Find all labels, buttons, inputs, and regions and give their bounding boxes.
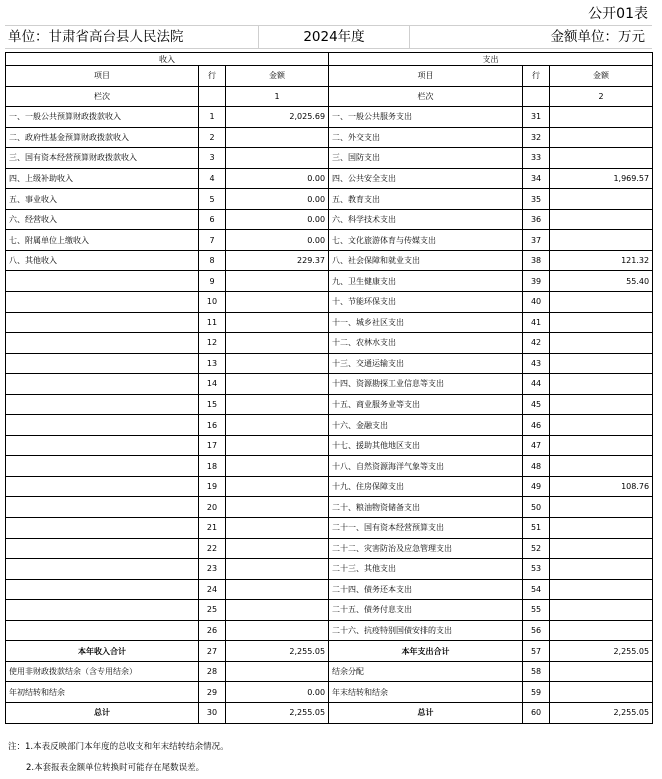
income-item	[6, 476, 199, 497]
expense-line: 33	[523, 148, 550, 169]
expense-item: 结余分配	[329, 661, 523, 682]
income-item	[6, 518, 199, 539]
expense-amount	[550, 209, 653, 230]
income-line: 19	[199, 476, 226, 497]
grand-total-row	[6, 702, 653, 723]
expense-line: 54	[523, 579, 550, 600]
footnotes	[8, 737, 229, 779]
income-amount	[226, 394, 329, 415]
income-item	[6, 456, 199, 477]
expense-line: 39	[523, 271, 550, 292]
expense-item: 二、外交支出	[329, 127, 523, 148]
income-line: 13	[199, 353, 226, 374]
income-line: 23	[199, 559, 226, 580]
expense-amount	[550, 189, 653, 210]
expense-amount	[550, 107, 653, 128]
footnote-2: 2.本套报表金额单位转换时可能存在尾数误差。	[26, 763, 205, 773]
col-index-label-expense: 栏次	[329, 86, 523, 107]
expense-line: 49	[523, 476, 550, 497]
expense-line: 45	[523, 394, 550, 415]
table-row	[6, 374, 653, 395]
expense-amount	[550, 661, 653, 682]
income-line: 14	[199, 374, 226, 395]
expense-line: 59	[523, 682, 550, 703]
amount-unit: 金额单位：万元	[550, 29, 645, 45]
expense-line: 40	[523, 292, 550, 313]
expense-line: 58	[523, 661, 550, 682]
grand-total-line: 30	[199, 702, 226, 723]
income-line: 15	[199, 394, 226, 415]
income-item	[6, 292, 199, 313]
table-row	[6, 353, 653, 374]
income-item: 使用非财政拨款结余（含专用结余）	[6, 661, 199, 682]
table-row	[6, 292, 653, 313]
expense-line: 32	[523, 127, 550, 148]
expense-line: 43	[523, 353, 550, 374]
income-amount: 0.00	[226, 168, 329, 189]
income-line: 9	[199, 271, 226, 292]
column-index-row	[6, 86, 653, 107]
column-header-row	[6, 66, 653, 87]
expense-amount	[550, 620, 653, 641]
income-amount	[226, 538, 329, 559]
expense-item: 十三、交通运输支出	[329, 353, 523, 374]
table-row	[6, 250, 653, 271]
expense-amount	[550, 682, 653, 703]
table-row	[6, 476, 653, 497]
expense-line: 50	[523, 497, 550, 518]
expense-item: 五、教育支出	[329, 189, 523, 210]
expense-item: 二十三、其他支出	[329, 559, 523, 580]
income-total-label: 本年收入合计	[6, 641, 199, 662]
table-row	[6, 661, 653, 682]
income-amount	[226, 620, 329, 641]
expense-amount	[550, 148, 653, 169]
income-amount	[226, 476, 329, 497]
report-year: 2024年度	[258, 26, 410, 48]
table-row	[6, 456, 653, 477]
table-row	[6, 333, 653, 354]
income-amount: 0.00	[226, 189, 329, 210]
income-item: 八、其他收入	[6, 250, 199, 271]
income-amount	[226, 497, 329, 518]
expense-amount	[550, 559, 653, 580]
expense-total-label: 本年支出合计	[329, 641, 523, 662]
income-line: 22	[199, 538, 226, 559]
income-amount	[226, 271, 329, 292]
table-row	[6, 127, 653, 148]
income-item	[6, 271, 199, 292]
income-item	[6, 353, 199, 374]
income-amount: 0.00	[226, 230, 329, 251]
expense-item: 十七、援助其他地区支出	[329, 435, 523, 456]
expense-amount	[550, 230, 653, 251]
income-item: 四、上级补助收入	[6, 168, 199, 189]
income-amount	[226, 435, 329, 456]
income-item	[6, 333, 199, 354]
expense-item: 十六、金融支出	[329, 415, 523, 436]
expense-amount	[550, 456, 653, 477]
table-row	[6, 230, 653, 251]
income-line: 26	[199, 620, 226, 641]
expense-item: 十二、农林水支出	[329, 333, 523, 354]
income-expense-table	[5, 52, 653, 724]
expense-line: 51	[523, 518, 550, 539]
income-item	[6, 374, 199, 395]
income-amount	[226, 456, 329, 477]
expense-amount	[550, 292, 653, 313]
table-row	[6, 559, 653, 580]
table-row	[6, 189, 653, 210]
col-line-header-expense: 行	[523, 66, 550, 87]
expense-item: 十一、城乡社区支出	[329, 312, 523, 333]
income-amount: 2,025.69	[226, 107, 329, 128]
expense-line: 38	[523, 250, 550, 271]
income-section-label: 收入	[6, 53, 329, 66]
income-item: 三、国有资本经营预算财政拨款收入	[6, 148, 199, 169]
income-amount	[226, 148, 329, 169]
section-header-row	[6, 53, 653, 66]
income-line: 5	[199, 189, 226, 210]
income-total-amount: 2,255.05	[226, 641, 329, 662]
expense-amount: 108.76	[550, 476, 653, 497]
col-amount-header: 金额	[226, 66, 329, 87]
col-item-header: 项目	[6, 66, 199, 87]
expense-item: 二十二、灾害防治及应急管理支出	[329, 538, 523, 559]
income-total-line: 27	[199, 641, 226, 662]
income-line: 6	[199, 209, 226, 230]
expense-line: 47	[523, 435, 550, 456]
expense-line: 56	[523, 620, 550, 641]
expense-item: 七、文化旅游体育与传媒支出	[329, 230, 523, 251]
income-line: 21	[199, 518, 226, 539]
report-header	[5, 25, 652, 49]
col-index-label: 栏次	[6, 86, 199, 107]
expense-line: 53	[523, 559, 550, 580]
income-item	[6, 620, 199, 641]
income-amount	[226, 559, 329, 580]
col-amount-header-expense: 金额	[550, 66, 653, 87]
expense-amount	[550, 394, 653, 415]
col-item-header-expense: 项目	[329, 66, 523, 87]
empty-cell	[523, 86, 550, 107]
income-item: 七、附属单位上缴收入	[6, 230, 199, 251]
expense-item: 九、卫生健康支出	[329, 271, 523, 292]
income-item: 年初结转和结余	[6, 682, 199, 703]
income-amount	[226, 374, 329, 395]
expense-amount	[550, 333, 653, 354]
expense-line: 44	[523, 374, 550, 395]
income-item: 六、经营收入	[6, 209, 199, 230]
income-item	[6, 394, 199, 415]
income-line: 10	[199, 292, 226, 313]
expense-item: 二十五、债务付息支出	[329, 600, 523, 621]
expense-amount	[550, 497, 653, 518]
table-row	[6, 538, 653, 559]
table-row	[6, 682, 653, 703]
income-line: 7	[199, 230, 226, 251]
income-amount: 229.37	[226, 250, 329, 271]
income-item	[6, 435, 199, 456]
expense-amount	[550, 127, 653, 148]
col-line-header: 行	[199, 66, 226, 87]
income-line: 3	[199, 148, 226, 169]
income-amount: 0.00	[226, 209, 329, 230]
grand-total-label: 总计	[6, 702, 199, 723]
expense-amount	[550, 600, 653, 621]
table-row	[6, 620, 653, 641]
totals-row	[6, 641, 653, 662]
income-amount	[226, 312, 329, 333]
grand-total-amount: 2,255.05	[226, 702, 329, 723]
expense-item: 三、国防支出	[329, 148, 523, 169]
expense-item: 年末结转和结余	[329, 682, 523, 703]
income-amount	[226, 600, 329, 621]
expense-item: 十五、商业服务业等支出	[329, 394, 523, 415]
expense-total-line: 57	[523, 641, 550, 662]
expense-line: 46	[523, 415, 550, 436]
expense-amount	[550, 538, 653, 559]
expense-line: 35	[523, 189, 550, 210]
income-amount	[226, 333, 329, 354]
income-item	[6, 415, 199, 436]
income-item	[6, 497, 199, 518]
table-row	[6, 271, 653, 292]
income-line: 24	[199, 579, 226, 600]
expense-line: 36	[523, 209, 550, 230]
income-amount	[226, 415, 329, 436]
income-item	[6, 559, 199, 580]
table-row	[6, 148, 653, 169]
expense-item: 六、科学技术支出	[329, 209, 523, 230]
income-line: 28	[199, 661, 226, 682]
income-item	[6, 600, 199, 621]
income-line: 18	[199, 456, 226, 477]
table-row	[6, 209, 653, 230]
income-line: 29	[199, 682, 226, 703]
table-row	[6, 415, 653, 436]
form-code: 公开01表	[588, 6, 648, 22]
expense-item: 十九、住房保障支出	[329, 476, 523, 497]
expense-amount	[550, 415, 653, 436]
income-line: 16	[199, 415, 226, 436]
expense-item: 四、公共安全支出	[329, 168, 523, 189]
income-amount	[226, 127, 329, 148]
income-amount	[226, 353, 329, 374]
expense-amount: 1,969.57	[550, 168, 653, 189]
income-line: 25	[199, 600, 226, 621]
unit-name: 单位：甘肃省高台县人民法院	[8, 29, 184, 45]
expense-item: 十八、自然资源海洋气象等支出	[329, 456, 523, 477]
income-item	[6, 538, 199, 559]
table-row	[6, 168, 653, 189]
income-line: 4	[199, 168, 226, 189]
expense-amount	[550, 518, 653, 539]
expense-amount: 55.40	[550, 271, 653, 292]
expense-line: 34	[523, 168, 550, 189]
expense-amount	[550, 353, 653, 374]
expense-item: 十、节能环保支出	[329, 292, 523, 313]
expense-line: 31	[523, 107, 550, 128]
expense-line: 52	[523, 538, 550, 559]
expense-line: 48	[523, 456, 550, 477]
expense-amount	[550, 312, 653, 333]
income-line: 12	[199, 333, 226, 354]
table-row	[6, 518, 653, 539]
expense-line: 41	[523, 312, 550, 333]
grand-total-amount-expense: 2,255.05	[550, 702, 653, 723]
income-amount	[226, 292, 329, 313]
expense-amount	[550, 435, 653, 456]
expense-line: 55	[523, 600, 550, 621]
expense-item: 八、社会保障和就业支出	[329, 250, 523, 271]
expense-item: 二十一、国有资本经营预算支出	[329, 518, 523, 539]
expense-total-amount: 2,255.05	[550, 641, 653, 662]
expense-amount	[550, 374, 653, 395]
table-row	[6, 600, 653, 621]
grand-total-line-expense: 60	[523, 702, 550, 723]
income-amount: 0.00	[226, 682, 329, 703]
income-item: 二、政府性基金预算财政拨款收入	[6, 127, 199, 148]
income-item: 五、事业收入	[6, 189, 199, 210]
expense-line: 37	[523, 230, 550, 251]
table-row	[6, 579, 653, 600]
grand-total-label-expense: 总计	[329, 702, 523, 723]
table-row	[6, 107, 653, 128]
income-item	[6, 579, 199, 600]
table-row	[6, 312, 653, 333]
expense-amount: 121.32	[550, 250, 653, 271]
income-col-index: 1	[226, 86, 329, 107]
income-line: 2	[199, 127, 226, 148]
expense-item: 二十、粮油物资储备支出	[329, 497, 523, 518]
expense-amount	[550, 579, 653, 600]
expense-col-index: 2	[550, 86, 653, 107]
income-line: 20	[199, 497, 226, 518]
footnote-1: 注：1.本表反映部门本年度的总收支和年末结转结余情况。	[8, 742, 229, 752]
expense-item: 二十六、抗疫特别国债安排的支出	[329, 620, 523, 641]
income-line: 8	[199, 250, 226, 271]
expense-section-label: 支出	[329, 53, 653, 66]
expense-item: 二十四、债务还本支出	[329, 579, 523, 600]
empty-cell	[199, 86, 226, 107]
income-line: 11	[199, 312, 226, 333]
income-amount	[226, 518, 329, 539]
income-item	[6, 312, 199, 333]
expense-item: 一、一般公共服务支出	[329, 107, 523, 128]
income-amount	[226, 661, 329, 682]
income-amount	[226, 579, 329, 600]
table-row	[6, 435, 653, 456]
income-line: 17	[199, 435, 226, 456]
table-row	[6, 497, 653, 518]
income-line: 1	[199, 107, 226, 128]
income-item: 一、一般公共预算财政拨款收入	[6, 107, 199, 128]
expense-line: 42	[523, 333, 550, 354]
expense-item: 十四、资源勘探工业信息等支出	[329, 374, 523, 395]
table-row	[6, 394, 653, 415]
